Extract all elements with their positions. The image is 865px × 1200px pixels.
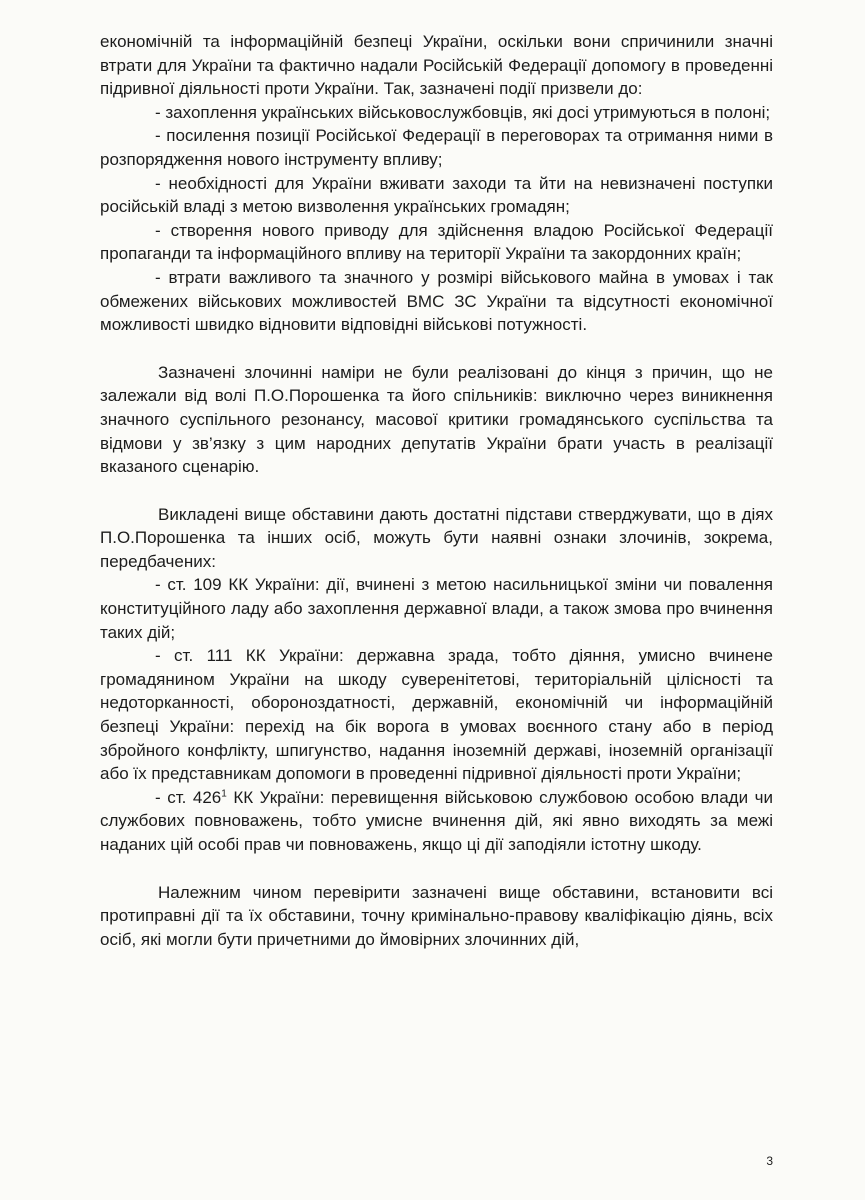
consequence-item-1: - захоплення українських військовослужбовців, які досі утримуються в полоні; [155,102,771,122]
article-111-item: - ст. 111 КК України: державна зрада, тобто діяння, умисно вчинене громадянином України на шкоду суверенітетові, територіальній цілісності та недоторканності, обороноздатності, державній, економічній чи інформаційній безпеці України: перехід на бік ворога в умовах воєнного стану або в період збройного конфлікту, шпигунство, надання іноземній державі, іноземній організації або їх представникам допомоги в проведенні підривної діяльності проти України; [100,646,773,784]
unrealized-intentions-paragraph: Зазначені злочинні наміри не були реалізовані до кінця з причин, що не залежали від волі П.О.Порошенка та його спільників: виключно через виникнення значного суспільного резонансу, масової критики громадянського суспільства та відмови у зв’язку з цим народних депутатів України брати участь в реалізації вказаного сценарію. [100,362,773,477]
consequence-item-5: - втрати важливого та значного у розмірі військового майна в умовах і так обмежених військових можливостей ВМС ЗС України та відсутності економічної можливості швидко відновити відповідні військові потужності. [100,267,773,335]
verification-paragraph: Належним чином перевірити зазначені вище обставини, встановити всі протиправні дії та їх обставини, точну кримінально-правову кваліфікацію діянь, всіх осіб, які могли бути причетними до ймовірних злочинних дій, [100,882,773,949]
consequence-item-2: - посилення позиції Російської Федерації в переговорах та отримання ними в розпорядження нового інструменту впливу; [100,126,773,169]
page-number: 3 [766,1154,773,1169]
consequence-item-3: - необхідності для України вживати заходи та йти на невизначені поступки російській владі з метою визволення українських громадян; [100,173,773,217]
article-426-1-item: - ст. $426^1$ КК України: перевищення військовою службовою особою влади чи службових повноважень, тобто умисне вчинення дій, які явно виходять за межі наданих цій особі прав чи повноважень, якщо ці дії заподіяли істотну шкоду. [100,787,773,854]
intro-paragraph: економічній та інформаційній безпеці України, оскільки вони спричинили значні втрати для України та фактично надали Російській Федерації допомогу в проведенні підривної діяльності проти України. Так, зазначені події призвели до: [100,32,773,99]
grounds-paragraph: Викладені вище обставини дають достатні підстави стверджувати, що в діях П.О.Порошенка та інших осіб, можуть бути наявні ознаки злочинів, зокрема, передбачених: [100,504,773,571]
consequence-item-4: - створення нового приводу для здійснення владою Російської Федерації пропаганди та інформаційного впливу на території України та закордонних країн; [100,220,773,264]
superscript-1: 1 [221,788,227,800]
article-109-item: - ст. 109 КК України: дії, вчинені з метою насильницької зміни чи повалення конституційного ладу або захоплення державної влади, а також змова про вчинення таких дій; [100,575,773,642]
